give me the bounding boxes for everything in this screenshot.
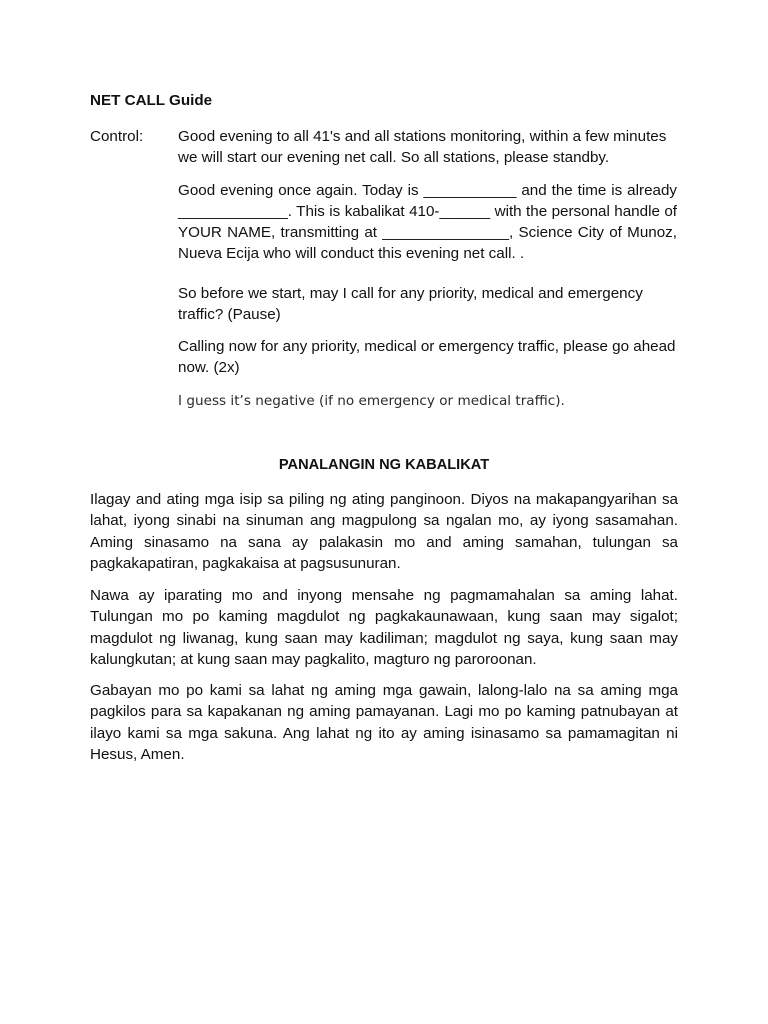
control-note: I guess it’s negative (if no emergency or medical traffic). <box>178 393 565 409</box>
document-title: NET CALL Guide <box>90 92 213 109</box>
control-paragraph: Good evening to all 41's and all stations monitoring, within a few minutes we will start our evening net call. So all stations, please standby. <box>178 128 667 166</box>
control-paragraph: So before we start, may I call for any priority, medical and emergency traffic? (Pause) <box>178 285 643 323</box>
control-label: Control: <box>90 128 144 145</box>
prayer-paragraph: Nawa ay iparating mo and inyong mensahe ng pagmamahalan sa aming lahat. Tulungan mo po kaming magdulot ng pagkakaunawaan, kung saan may sigalot; magdulot ng liwanag, kung saan may kadiliman; magdulot ng saya, kung saan may kalungkutan; at kung saan may pagkalito, magturo ng paroroonan. <box>90 587 678 668</box>
section-heading: PANALANGIN NG KABALIKAT <box>278 457 490 473</box>
control-paragraph: Good evening once again. Today is ___________ and the time is already _____________. This is kabalikat 410-______ with the personal handle of YOUR NAME, transmitting at _______________, Science City of Munoz, Nueva Ecija who will conduct this evening net call. . <box>178 182 677 262</box>
prayer-paragraph: Gabayan mo po kami sa lahat ng aming mga gawain, lalong-lalo na sa aming mga pagkilos para sa kapakanan ng aming pamayanan. Lagi mo po kaming patnubayan at ilayo kami sa mga sakuna. Ang lahat ng ito ay aming isinasamo sa pamamagitan ni Hesus, Amen. <box>90 682 678 763</box>
prayer-paragraph: Ilagay and ating mga isip sa piling ng ating panginoon. Diyos na makapangyarihan sa lahat, iyong sinabi na sinuman ang magpulong sa ngalan mo, ay iyong sasamahan. Aming sinasamo na sana ay palakasin mo and aming samahan, tulungan sa pagkakapatiran, pagkakaisa at pagsusunuran. <box>90 491 678 572</box>
control-paragraph: Calling now for any priority, medical or emergency traffic, please go ahead now. (2x) <box>178 338 676 376</box>
